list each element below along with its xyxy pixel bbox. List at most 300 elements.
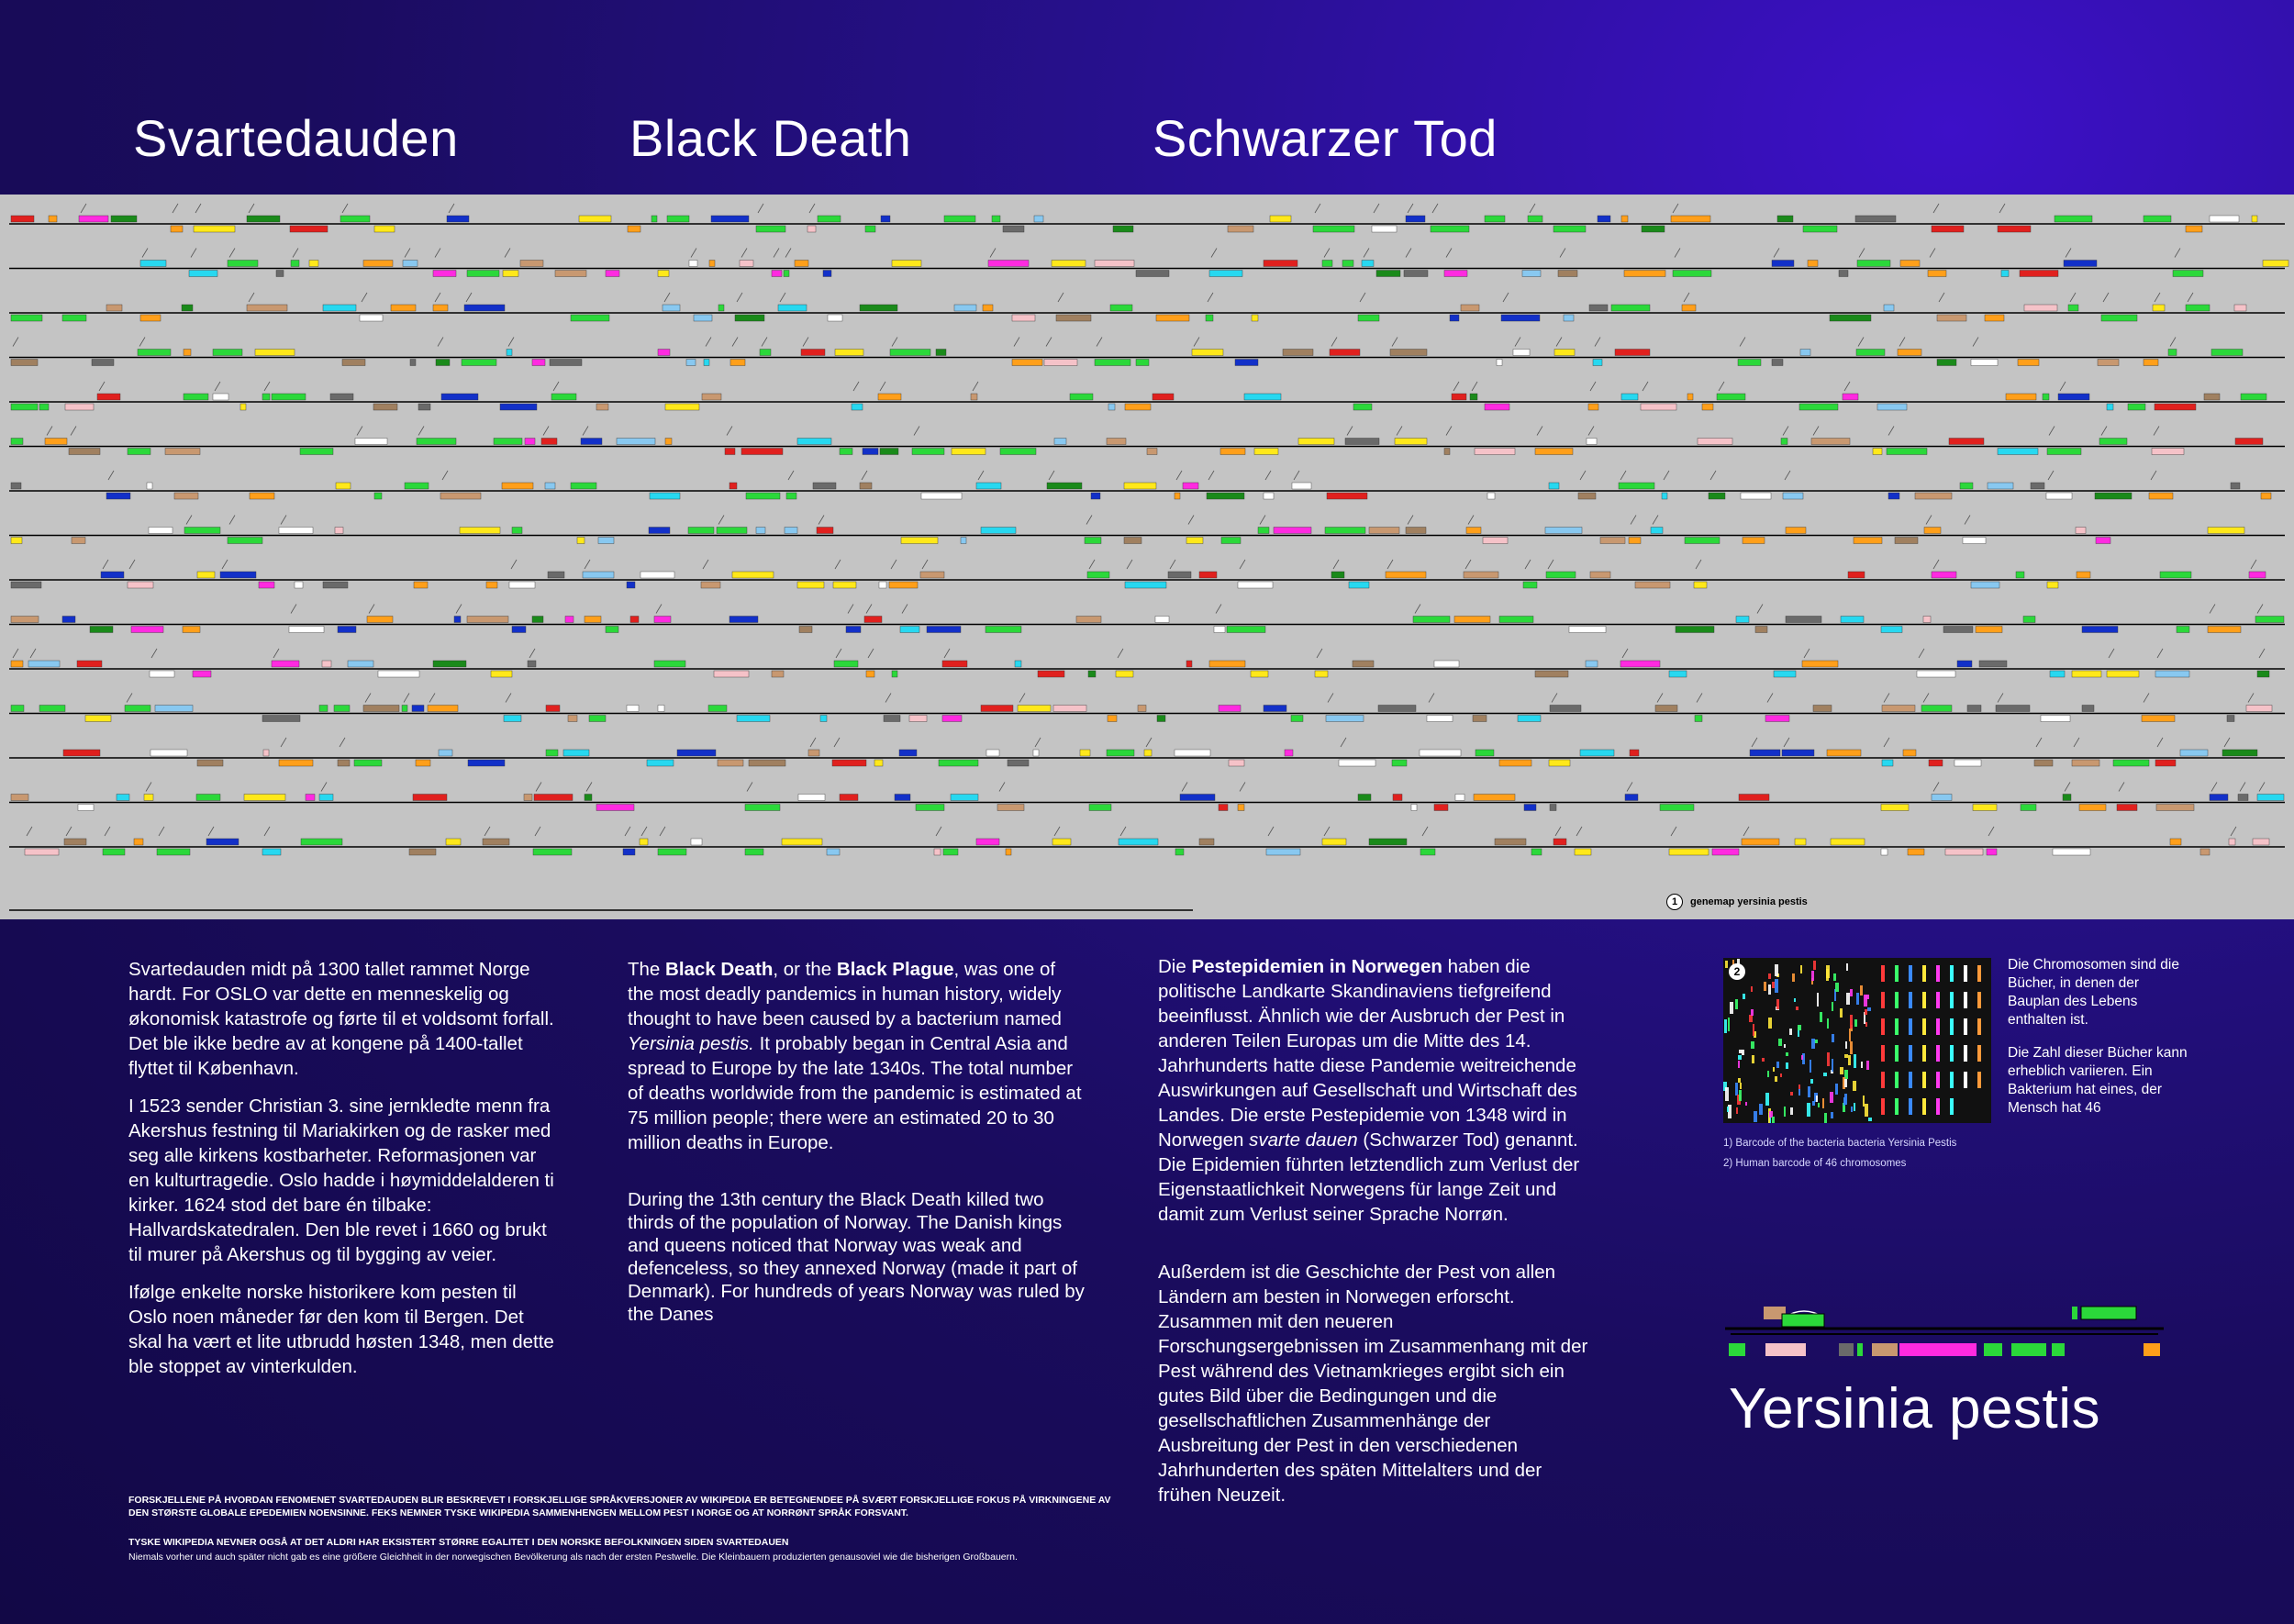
gene-block xyxy=(729,483,737,489)
chromosome-spread-mark xyxy=(1775,1076,1777,1082)
chromosome-spread-mark xyxy=(1786,1062,1788,1069)
gene-block xyxy=(1406,216,1425,222)
gene-block xyxy=(1569,627,1606,633)
gene-block xyxy=(2144,216,2171,222)
gene-block xyxy=(1651,528,1663,534)
gene-label-tick xyxy=(1208,293,1213,302)
chromosome-spread-mark xyxy=(1753,1024,1754,1036)
gene-block xyxy=(976,839,999,845)
gene-block xyxy=(1635,582,1670,588)
gene-label-tick xyxy=(836,649,841,658)
gene-block xyxy=(846,627,861,633)
gene-block xyxy=(1085,538,1101,544)
gene-block xyxy=(1461,305,1479,311)
gene-block xyxy=(363,261,393,267)
gene-block xyxy=(403,261,418,267)
logo-gene-5 xyxy=(1729,1343,1745,1356)
gene-block xyxy=(889,582,918,588)
gene-block xyxy=(197,572,215,578)
gene-block xyxy=(840,449,852,455)
gene-block xyxy=(541,439,557,445)
gene-block xyxy=(1808,261,1818,267)
gene-block xyxy=(1008,760,1029,766)
gene-block xyxy=(1358,315,1379,321)
gene-label-tick xyxy=(737,293,742,302)
chromosome-spread-mark xyxy=(1830,1092,1833,1103)
gene-block xyxy=(2099,439,2127,445)
chromosome-spread-mark xyxy=(1796,1007,1798,1010)
gene-block xyxy=(1671,216,1710,222)
gene-block xyxy=(756,528,765,534)
gene-block xyxy=(272,394,306,400)
gene-label-tick xyxy=(1631,516,1636,525)
gene-block xyxy=(1345,439,1379,445)
gene-block xyxy=(1342,261,1353,267)
gene-block xyxy=(909,716,927,722)
gene-label-tick xyxy=(357,427,362,436)
footnote-1: FORSKJELLENE PÅ HVORDAN FENOMENET SVARTEDAUDEN BLIR BESKREVET I FORSKJELLIGE SPRÅKVERSJONER AV WIKIPEDIA ER BETEGNENDEE PÅ SVÆRT FORSKJELLIGE FOKUS PÅ VIRKNINGENE AV DEN STØRSTE GLOBALE EPEDEMIEN NOENSINNE. FEKS NEMNER TYSKE WIKIPEDIA SAMMENHENGEN MELLOM PEST I NORGE OG AT NORRØNT SPRÅK FORSVANT. xyxy=(128,1495,1111,1518)
gene-block xyxy=(464,305,505,311)
gene-label-tick xyxy=(418,427,424,436)
gene-block xyxy=(585,795,592,801)
chromosome-spread-mark xyxy=(1848,1055,1851,1065)
chromosome-spread-mark xyxy=(1832,1002,1833,1011)
chromosome xyxy=(1909,992,1912,1008)
gene-block xyxy=(193,671,211,677)
gene-label-tick xyxy=(1118,649,1123,658)
gene-label-tick xyxy=(2155,293,2160,302)
gene-block xyxy=(184,528,220,534)
gene-block xyxy=(827,849,840,855)
chromosome xyxy=(1895,1018,1899,1035)
gene-label-tick xyxy=(186,516,192,525)
gene-block xyxy=(467,271,499,277)
gene-block xyxy=(1199,839,1214,845)
gene-block xyxy=(1091,493,1100,499)
gene-label-tick xyxy=(429,694,435,703)
gene-label-tick xyxy=(249,293,254,302)
chromosome xyxy=(1922,992,1926,1008)
gene-block xyxy=(72,538,85,544)
gene-block xyxy=(165,449,200,455)
gene-block xyxy=(11,439,23,445)
gene-block xyxy=(2107,671,2139,677)
gene-block xyxy=(247,216,280,222)
gene-label-tick xyxy=(1858,338,1864,347)
gene-block xyxy=(1499,760,1531,766)
gene-block xyxy=(1932,226,1964,232)
gene-block xyxy=(367,617,393,623)
chromosome xyxy=(1964,1072,1967,1088)
english-p1-text-c: , or the xyxy=(773,959,837,980)
gene-block xyxy=(1587,439,1597,445)
gene-label-tick xyxy=(1265,471,1271,480)
chromosome xyxy=(1895,1098,1899,1115)
gene-block xyxy=(150,671,174,677)
chromosome-spread-mark xyxy=(1784,1107,1786,1117)
chromosome-spread-mark xyxy=(1840,1067,1843,1074)
gene-label-tick xyxy=(2074,738,2079,747)
gene-block xyxy=(1274,528,1311,534)
gene-label-tick xyxy=(108,471,114,480)
gene-block xyxy=(583,572,614,578)
gene-block xyxy=(786,493,796,499)
gene-label-tick xyxy=(1556,338,1562,347)
gene-block xyxy=(1655,706,1677,712)
gene-block xyxy=(2020,271,2058,277)
gene-block xyxy=(534,795,573,801)
gene-block xyxy=(756,226,785,232)
gene-label-tick xyxy=(2157,738,2163,747)
gene-block xyxy=(1006,849,1011,855)
gene-label-tick xyxy=(892,338,897,347)
gene-label-tick xyxy=(1525,560,1531,569)
chromosome-spread-mark xyxy=(1773,1067,1775,1072)
gene-label-tick xyxy=(146,783,151,792)
gene-label-tick xyxy=(2109,649,2114,658)
gene-block xyxy=(1546,572,1576,578)
gene-block xyxy=(11,661,23,667)
gene-block xyxy=(1214,627,1225,633)
gene-block xyxy=(1709,493,1725,499)
gene-block xyxy=(1881,849,1888,855)
footnote-2: TYSKE WIKIPEDIA NEVNER OGSÅ AT DET ALDRI HAR EKSISTERT STØRRE EGALITET I DEN NORSKE BEFOLKNINGEN SIDEN SVARTEDAUEN xyxy=(128,1537,789,1548)
chromosome xyxy=(1909,1072,1912,1088)
yersinia-title: Yersinia pestis xyxy=(1729,1377,2100,1440)
gene-block xyxy=(795,261,808,267)
gene-block xyxy=(732,572,774,578)
gene-block xyxy=(64,839,86,845)
chromosome-spread-mark xyxy=(1786,1052,1788,1056)
chromosome-spread-mark xyxy=(1772,1117,1775,1123)
gene-label-tick xyxy=(762,338,767,347)
gene-label-tick xyxy=(1560,249,1565,258)
gene-block xyxy=(391,305,416,311)
gene-block xyxy=(2170,839,2181,845)
gene-block xyxy=(306,795,315,801)
chromosome-spread-mark xyxy=(1775,979,1778,993)
gene-label-tick xyxy=(365,694,371,703)
chromosome-spread-mark xyxy=(1840,1008,1843,1018)
gene-block xyxy=(412,706,424,712)
genome-caption-number: 1 xyxy=(1666,894,1683,910)
gene-label-tick xyxy=(785,249,791,258)
gene-block xyxy=(1124,483,1156,489)
gene-block xyxy=(532,617,543,623)
gene-block xyxy=(1393,795,1402,801)
gene-block xyxy=(2229,839,2235,845)
gene-block xyxy=(943,849,958,855)
english-p1-text-a: The xyxy=(628,959,666,980)
gene-label-tick xyxy=(747,783,752,792)
gene-block xyxy=(2257,671,2269,677)
chromosome xyxy=(1950,992,1954,1008)
gene-block xyxy=(509,582,535,588)
gene-label-tick xyxy=(1620,471,1626,480)
gene-block xyxy=(884,716,900,722)
gene-label-tick xyxy=(71,427,76,436)
chromosome xyxy=(1936,1045,1940,1062)
gene-block xyxy=(2241,394,2266,400)
gene-block xyxy=(247,305,287,311)
gene-block xyxy=(1168,572,1191,578)
gene-block xyxy=(1855,216,1896,222)
gene-label-tick xyxy=(1341,738,1346,747)
chromosome-spread-mark xyxy=(1820,1012,1822,1022)
gene-block xyxy=(532,360,545,366)
gene-block xyxy=(2246,706,2272,712)
gene-block xyxy=(1206,315,1213,321)
chromosome xyxy=(1881,1045,1885,1062)
gene-block xyxy=(901,538,938,544)
gene-label-tick xyxy=(936,827,941,836)
gene-label-tick xyxy=(641,827,647,836)
gene-block xyxy=(1831,839,1865,845)
gene-block xyxy=(1963,538,1986,544)
gene-block xyxy=(504,716,521,722)
gene-block xyxy=(1353,404,1372,410)
gene-label-tick xyxy=(1657,694,1663,703)
gene-block xyxy=(1895,538,1918,544)
gene-block xyxy=(650,493,680,499)
chromosome-spread-mark xyxy=(1865,1104,1868,1117)
gene-label-tick xyxy=(1757,605,1763,614)
gene-block xyxy=(704,360,709,366)
gene-label-tick xyxy=(466,293,472,302)
gene-block xyxy=(986,627,1021,633)
gene-label-tick xyxy=(1374,204,1379,213)
gene-block xyxy=(1107,439,1126,445)
gene-block xyxy=(272,661,299,667)
gene-block xyxy=(2018,360,2039,366)
gene-block xyxy=(1803,226,1837,232)
gene-block xyxy=(1932,795,1952,801)
gene-label-tick xyxy=(1046,338,1052,347)
gene-label-tick xyxy=(1684,293,1689,302)
gene-block xyxy=(2076,528,2086,534)
gene-block xyxy=(596,805,634,811)
gene-block xyxy=(2235,439,2263,445)
chromosome-spread-mark xyxy=(1724,1019,1727,1033)
gene-block xyxy=(1175,750,1210,756)
gene-label-tick xyxy=(159,827,164,836)
gene-label-tick xyxy=(442,471,448,480)
gene-block xyxy=(1054,439,1066,445)
gene-label-tick xyxy=(264,827,270,836)
gene-block xyxy=(745,805,780,811)
gene-block xyxy=(1313,226,1354,232)
gene-block xyxy=(301,839,342,845)
chromosome xyxy=(1895,1045,1899,1062)
gene-label-tick xyxy=(449,204,454,213)
chromosome xyxy=(1950,965,1954,982)
gene-block xyxy=(414,582,428,588)
gene-block xyxy=(1254,449,1278,455)
gene-label-tick xyxy=(369,605,374,614)
gene-label-tick xyxy=(1347,427,1353,436)
gene-block xyxy=(983,305,993,311)
gene-block xyxy=(1755,627,1767,633)
gene-label-tick xyxy=(1595,338,1600,347)
gene-label-tick xyxy=(1089,560,1095,569)
gene-block xyxy=(934,849,941,855)
gene-label-tick xyxy=(1653,516,1658,525)
gene-block xyxy=(2079,805,2106,811)
gene-label-tick xyxy=(129,560,135,569)
chromosome-spread-mark xyxy=(1751,1009,1754,1016)
gene-block xyxy=(441,394,478,400)
gene-block xyxy=(1219,706,1241,712)
gene-block xyxy=(2252,216,2257,222)
gene-block xyxy=(1153,394,1174,400)
gene-block xyxy=(1369,528,1399,534)
gene-block xyxy=(2152,449,2184,455)
gene-block xyxy=(39,404,49,410)
gene-block xyxy=(1772,360,1783,366)
gene-block xyxy=(1136,360,1149,366)
gene-block xyxy=(1998,449,2038,455)
gene-label-tick xyxy=(2066,249,2071,258)
gene-block xyxy=(433,305,448,311)
gene-block xyxy=(1589,305,1608,311)
gene-label-tick xyxy=(973,382,978,391)
gene-block xyxy=(2186,226,2202,232)
gene-block xyxy=(2238,795,2248,801)
gene-label-tick xyxy=(853,382,859,391)
gene-label-tick xyxy=(1422,827,1428,836)
gene-block xyxy=(1404,271,1428,277)
yersinia-barcode-logo xyxy=(1725,1301,2166,1365)
gene-label-tick xyxy=(81,204,86,213)
gene-block xyxy=(11,617,39,623)
gene-label-tick xyxy=(1965,516,1970,525)
gene-block xyxy=(2210,795,2228,801)
gene-block xyxy=(460,528,500,534)
gene-label-tick xyxy=(866,605,872,614)
gene-block xyxy=(1856,350,1885,356)
gene-block xyxy=(1621,394,1638,400)
gene-block xyxy=(1598,216,1610,222)
gene-label-tick xyxy=(758,204,763,213)
gene-block xyxy=(1034,216,1043,222)
gene-label-tick xyxy=(732,338,738,347)
gene-block xyxy=(1413,617,1450,623)
gene-block xyxy=(545,483,555,489)
chromosome xyxy=(1977,1072,1981,1088)
gene-block xyxy=(263,750,269,756)
gene-label-tick xyxy=(1035,738,1041,747)
gene-block xyxy=(694,315,712,321)
chromosome-spread-mark xyxy=(1765,1093,1769,1106)
gene-block xyxy=(1553,226,1586,232)
gene-label-tick xyxy=(1208,471,1214,480)
gene-label-tick xyxy=(103,560,108,569)
gene-block xyxy=(520,261,543,267)
gene-block xyxy=(1915,493,1952,499)
gene-label-tick xyxy=(1182,783,1187,792)
gene-label-tick xyxy=(536,783,541,792)
gene-block xyxy=(1712,849,1739,855)
gene-block xyxy=(1564,315,1574,321)
gene-block xyxy=(1270,216,1291,222)
gene-block xyxy=(1971,360,1998,366)
gene-block xyxy=(1116,671,1133,677)
gene-block xyxy=(447,216,469,222)
gene-block xyxy=(2064,261,2097,267)
gene-block xyxy=(833,582,856,588)
gene-label-tick xyxy=(1014,338,1019,347)
gene-block xyxy=(1549,483,1559,489)
gene-block xyxy=(1742,839,1779,845)
gene-label-tick xyxy=(249,204,254,213)
gene-block xyxy=(2047,449,2081,455)
gene-block xyxy=(708,706,727,712)
gene-block xyxy=(1765,716,1789,722)
gene-block xyxy=(1976,627,2002,633)
gene-block xyxy=(895,795,910,801)
gene-block xyxy=(1326,716,1364,722)
gene-block xyxy=(1221,538,1241,544)
chromosome-spread-mark xyxy=(1768,973,1771,979)
gene-label-tick xyxy=(506,694,511,703)
gene-block xyxy=(746,493,780,499)
gene-label-tick xyxy=(2049,427,2055,436)
gene-block xyxy=(981,706,1013,712)
chromosome-spread-mark xyxy=(1794,998,1796,1002)
gene-block xyxy=(1470,394,1477,400)
gene-block xyxy=(1987,849,1997,855)
gene-block xyxy=(1945,849,1983,855)
gene-block xyxy=(2072,671,2101,677)
gene-block xyxy=(213,350,242,356)
gene-block xyxy=(1943,627,1973,633)
chromosome-spread-mark xyxy=(1854,1103,1855,1111)
gene-block xyxy=(1095,261,1134,267)
gene-block xyxy=(1175,493,1180,499)
gene-block xyxy=(2177,627,2189,633)
gene-block xyxy=(1782,750,1814,756)
gene-block xyxy=(1848,572,1865,578)
gene-block xyxy=(1209,271,1242,277)
gene-block xyxy=(718,305,724,311)
norwegian-text-column xyxy=(128,957,560,1392)
gene-block xyxy=(546,750,558,756)
gene-block xyxy=(11,483,21,489)
logo-gene-7 xyxy=(1839,1343,1854,1356)
gene-label-tick xyxy=(585,560,590,569)
gene-block xyxy=(45,439,67,445)
gene-block xyxy=(1669,849,1709,855)
gene-label-tick xyxy=(1408,516,1413,525)
gene-block xyxy=(835,350,863,356)
gene-label-tick xyxy=(511,560,517,569)
gene-block xyxy=(1466,528,1481,534)
chromosome-spread-mark xyxy=(1850,1041,1853,1054)
gene-label-tick xyxy=(13,338,18,347)
gene-block xyxy=(760,350,771,356)
gene-block xyxy=(92,360,114,366)
gene-block xyxy=(817,528,833,534)
gene-block xyxy=(1497,360,1502,366)
gene-block xyxy=(1349,582,1369,588)
gene-block xyxy=(737,716,770,722)
gene-block xyxy=(658,271,669,277)
gene-block xyxy=(1750,750,1780,756)
gene-block xyxy=(503,271,518,277)
chromosome xyxy=(1936,1072,1940,1088)
gene-block xyxy=(11,360,38,366)
gene-block xyxy=(1376,271,1400,277)
